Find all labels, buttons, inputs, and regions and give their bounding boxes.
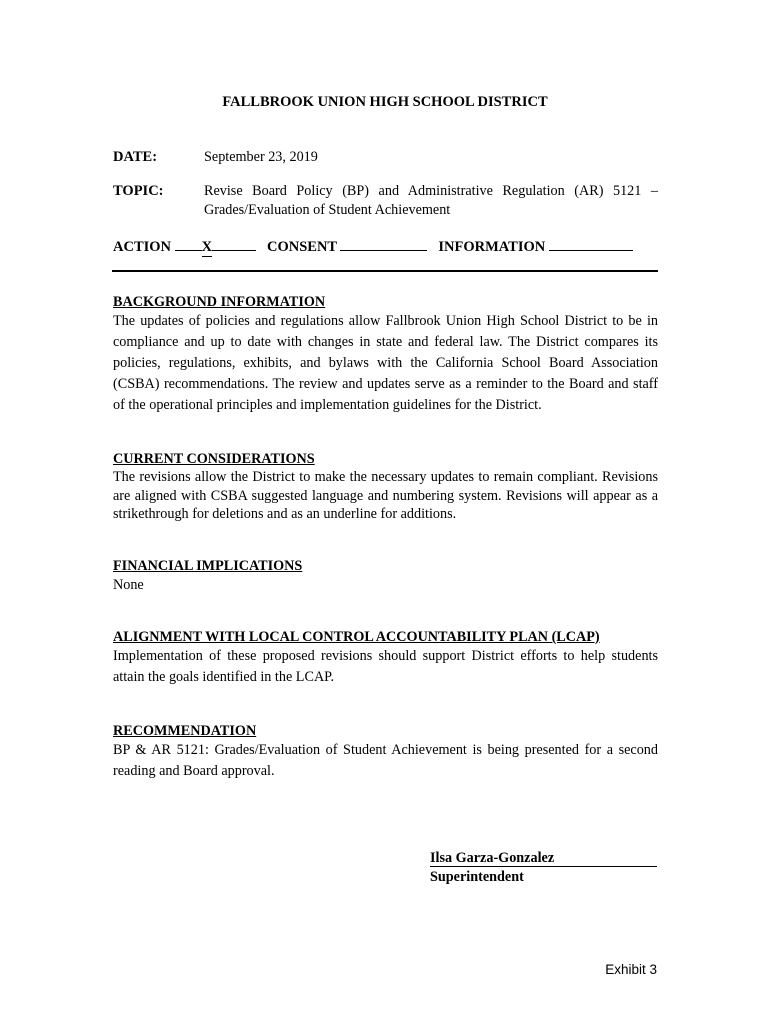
background-body: The updates of policies and regulations allow Fallbrook Union High School District to be in compliance and up to date with changes in state and federal law. The District compares its policies, regulations, exhibits, and bylaws with the California School Board Association (CSBA) recommendations. The review and updates serve as a reminder to the Board and staff of the operational principles and implementation guidelines for the District. bbox=[113, 313, 658, 413]
information-blank bbox=[549, 236, 633, 251]
action-blank-left bbox=[175, 236, 202, 251]
action-blank-right bbox=[212, 236, 256, 251]
action-mark: X bbox=[201, 239, 213, 255]
signature-title: Superintendent bbox=[430, 869, 524, 885]
current-section bbox=[113, 450, 658, 524]
topic-label: TOPIC: bbox=[113, 183, 164, 199]
financial-section bbox=[113, 557, 658, 596]
financial-body: None bbox=[113, 577, 144, 593]
background-heading: BACKGROUND INFORMATION bbox=[113, 294, 326, 310]
district-title: FALLBROOK UNION HIGH SCHOOL DISTRICT bbox=[222, 94, 548, 110]
header-divider bbox=[112, 270, 658, 272]
action-label: ACTION bbox=[113, 239, 172, 255]
current-heading: CURRENT CONSIDERATIONS bbox=[113, 451, 315, 467]
date-label: DATE: bbox=[113, 149, 158, 165]
financial-heading: FINANCIAL IMPLICATIONS bbox=[113, 558, 303, 574]
signature-name: Ilsa Garza-Gonzalez bbox=[430, 850, 657, 867]
background-section bbox=[113, 293, 658, 416]
signature-block bbox=[430, 849, 660, 887]
topic-value: Revise Board Policy (BP) and Administrative Regulation (AR) 5121 – Grades/Evaluation of Student Achievement bbox=[204, 183, 658, 218]
exhibit-label: Exhibit 3 bbox=[605, 962, 657, 977]
recommendation-body: BP & AR 5121: Grades/Evaluation of Student Achievement is being presented for a second reading and Board approval. bbox=[113, 742, 658, 779]
action-line bbox=[113, 236, 658, 257]
current-body: The revisions allow the District to make the necessary updates to remain compliant. Revisions are aligned with CSBA suggested language and numbering system. Revisions will appear as a strikethrough for deletions and as an underline for additions. bbox=[113, 469, 658, 522]
consent-blank bbox=[340, 236, 427, 251]
recommendation-heading: RECOMMENDATION bbox=[113, 723, 257, 739]
recommendation-section bbox=[113, 722, 658, 782]
consent-label: CONSENT bbox=[267, 239, 337, 255]
alignment-section bbox=[113, 628, 658, 688]
information-label: INFORMATION bbox=[438, 239, 546, 255]
alignment-body: Implementation of these proposed revisions should support District efforts to help students attain the goals identified in the LCAP. bbox=[113, 648, 658, 685]
date-value: September 23, 2019 bbox=[204, 149, 318, 165]
alignment-heading: ALIGNMENT WITH LOCAL CONTROL ACCOUNTABILITY PLAN (LCAP) bbox=[113, 629, 600, 645]
